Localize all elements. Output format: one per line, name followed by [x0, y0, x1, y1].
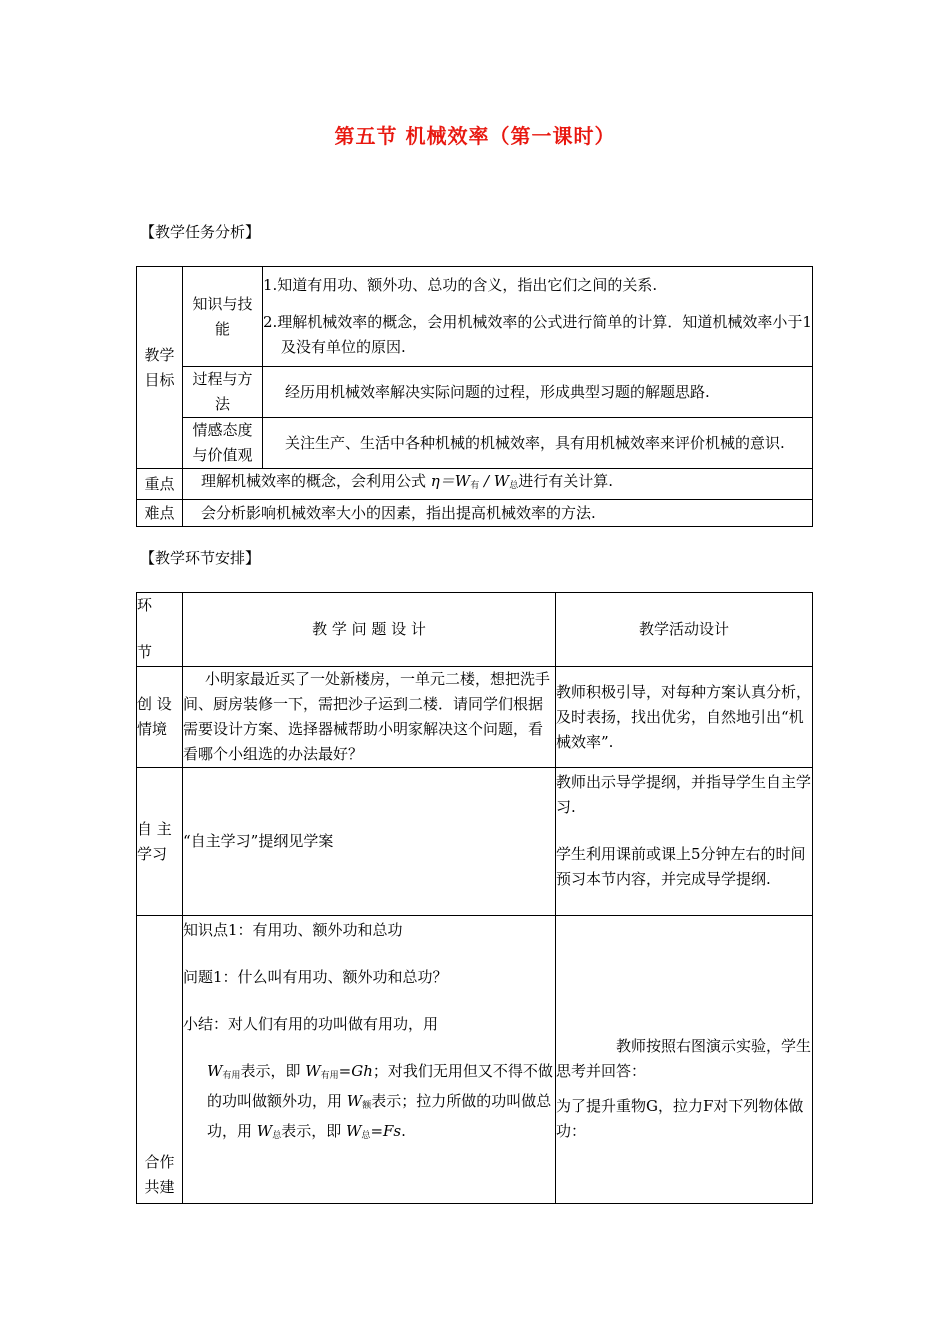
row-coop-activity-1: 教师按照右图演示实验，学生思考并回答： [556, 1037, 812, 1080]
process-label: 过程与方法 [192, 370, 253, 413]
process-label-cell [183, 367, 263, 418]
row-selfstudy-activity-2: 学生利用课前或课上5分钟左右的时间预习本节内容，并完成导学提纲. [556, 845, 806, 888]
difficulty-label: 难点 [137, 500, 183, 527]
formula-fs: =Fs [370, 1122, 402, 1140]
section-heading-teaching-steps: 【教学环节安排】 [140, 549, 261, 567]
header-step-cell [137, 593, 183, 667]
w-symbol-2: W [305, 1062, 321, 1080]
row-selfstudy-label: 自 主学习 [137, 768, 183, 916]
attitude-label: 情感态度与价值观 [192, 421, 253, 464]
w-sub-1: 有用 [222, 1071, 241, 1081]
key-text-pre: 理解机械效率的概念，会利用公式 [201, 472, 431, 490]
teaching-steps-table [136, 592, 813, 1204]
summary-formula-block [183, 1059, 555, 1149]
text-seg-1: 表示，即 [240, 1062, 306, 1080]
row-selfstudy-activity-cell [556, 768, 813, 916]
goal-label: 教学目标 [144, 345, 175, 389]
key-content [183, 469, 813, 500]
key-text-post: 进行有关计算. [518, 472, 614, 490]
formula-eta: η＝W [430, 472, 471, 490]
knowledge-label: 知识与技能 [192, 294, 253, 338]
text-seg-3: 表示；拉力所做的功叫做总功，用 [207, 1092, 552, 1140]
difficulty-content: 会分析影响机械效率大小的因素，指出提高机械效率的方法. [183, 500, 813, 527]
formula-mid: / W [479, 472, 510, 490]
knowledge-item-2: 2.理解机械效率的概念，会用机械效率的公式进行简单的计算．知道机械效率小于1及没有单位的原因. [263, 313, 812, 356]
section-heading-task-analysis: 【教学任务分析】 [140, 223, 261, 241]
attitude-content: 关注生产、生活中各种机械的机械效率，具有用机械效率来评价机械的意识. [263, 418, 813, 469]
row-coop-activity-2 [556, 1094, 812, 1144]
formula-sub-total: 总 [509, 481, 519, 491]
w-symbol-5: W [346, 1122, 362, 1140]
row-coop-label: 合作共建 [144, 1153, 175, 1196]
header-activity-design: 教学活动设计 [556, 593, 813, 667]
task-analysis-table [136, 266, 813, 527]
w-sub-4: 总 [272, 1131, 282, 1141]
page-title: 第五节 机械效率（第一课时） [334, 124, 616, 148]
w-sub-5: 总 [361, 1131, 371, 1141]
w-sub-3: 额 [362, 1101, 372, 1111]
row-coop-question-cell [183, 916, 556, 1204]
summary-1: 小结：对人们有用的功叫做有用功，用 [183, 1015, 439, 1033]
knowledge-label-cell [183, 267, 263, 367]
header-step-char-1: 环 [137, 596, 153, 614]
w-sub-2: 有用 [320, 1071, 339, 1081]
row-selfstudy-activity-1: 教师出示导学提纲，并指导学生自主学习. [556, 773, 812, 816]
row-coop-label-cell [137, 916, 183, 1204]
row-scenario-label: 创 设情境 [137, 667, 183, 768]
attitude-label-cell [183, 418, 263, 469]
header-step-char-2: 节 [137, 643, 153, 661]
w-symbol-1: W [207, 1062, 223, 1080]
text-seg-5: . [401, 1122, 406, 1140]
process-content: 经历用机械效率解决实际问题的过程，形成典型习题的解题思路. [263, 367, 813, 418]
key-label: 重点 [137, 469, 183, 500]
knowledge-content-cell [263, 267, 813, 367]
row-coop-activity-cell [556, 916, 813, 1204]
header-question-design: 教 学 问 题 设 计 [183, 593, 556, 667]
row-selfstudy-question: “自主学习”提纲见学案 [183, 768, 556, 916]
row-scenario-activity: 教师积极引导，对每种方案认真分析，及时表扬，找出优劣，自然地引出“机械效率”. [556, 667, 813, 768]
knowledge-item-1: 1.知道有用功、额外功、总功的含义，指出它们之间的关系. [263, 276, 658, 294]
formula-sub-useful: 有 [470, 481, 480, 491]
question-1: 问题1：什么叫有用功、额外功和总功？ [183, 968, 448, 986]
knowledge-point-1: 知识点1：有用功、额外功和总功 [183, 921, 403, 939]
row-coop-activity-2-text: 为了提升重物G，拉力F对下列物体做功： [556, 1097, 804, 1140]
w-symbol-4: W [256, 1122, 273, 1140]
goal-label-cell [137, 267, 183, 469]
formula-gh: =Gh [338, 1062, 373, 1080]
row-scenario-question: 小明家最近买了一处新楼房，一单元二楼，想把洗手间、厨房装修一下，需把沙子运到二楼．请同学们根据需要设计方案、选择器械帮助小明家解决这个问题，看看哪个小组选的办法最好？ [183, 667, 556, 768]
w-symbol-3: W [346, 1092, 363, 1110]
text-seg-4: 表示，即 [281, 1122, 346, 1140]
text-seg-2: ；对我们无用但又不得不做的功叫做额外功，用 [207, 1062, 553, 1110]
